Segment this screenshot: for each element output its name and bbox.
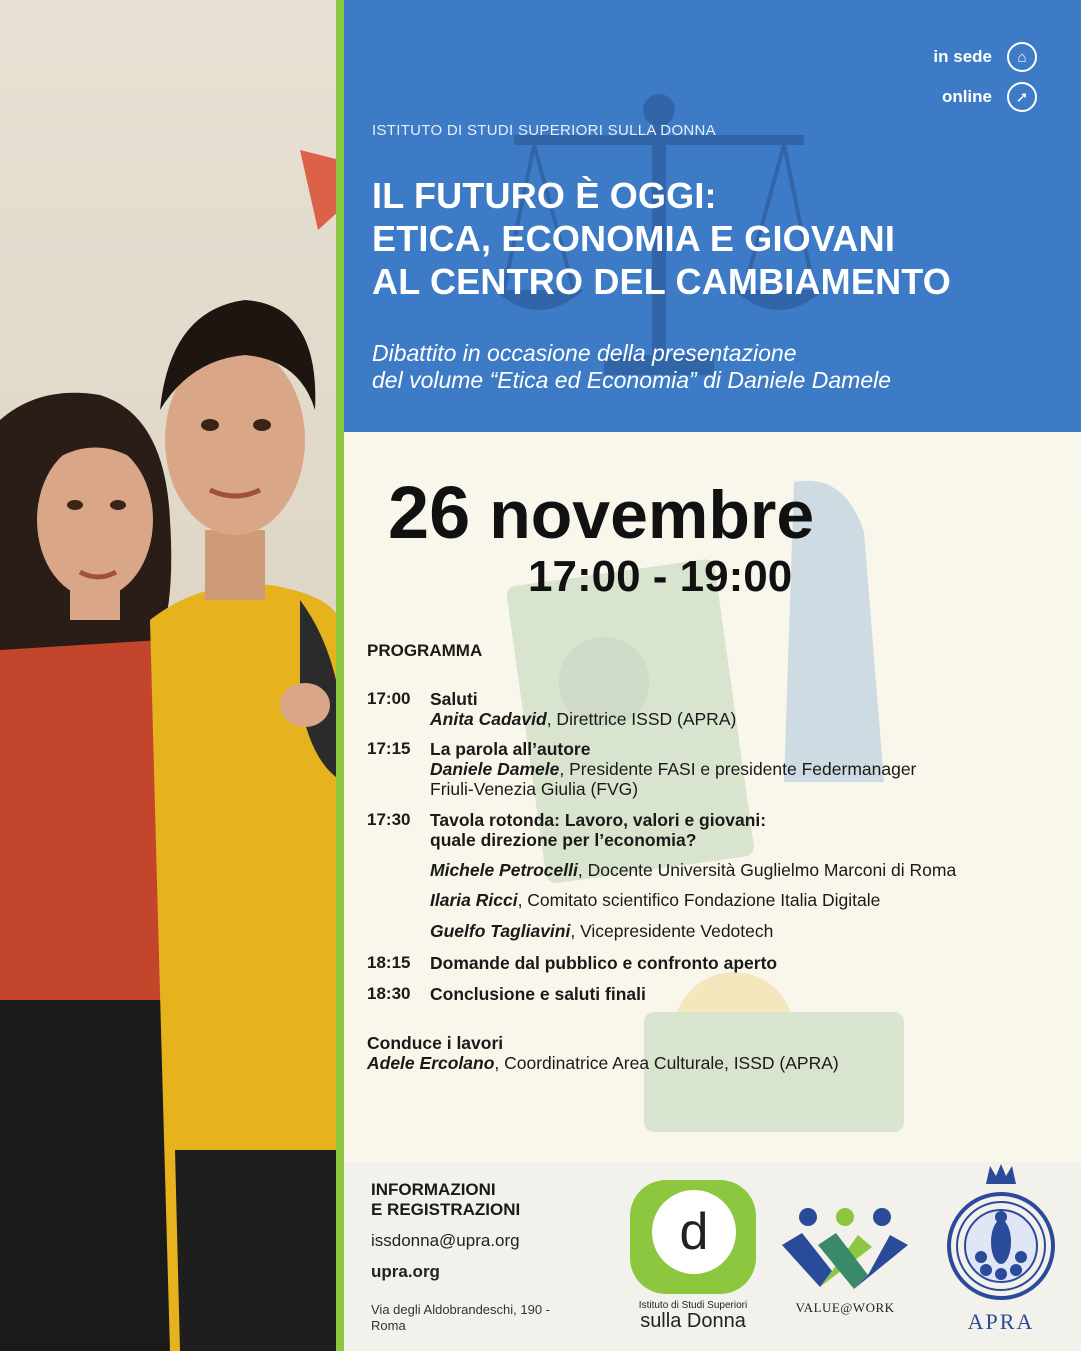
- valuework-logo: [780, 1205, 910, 1316]
- program-item-title: Saluti: [430, 689, 478, 709]
- speaker-name: Guelfo Tagliavini: [430, 921, 571, 941]
- speaker-role: , Docente Università Guglielmo Marconi di Roma: [577, 860, 957, 880]
- apra-label: APRA: [967, 1309, 1035, 1334]
- issd-logo-caption: Istituto di Studi Superiori: [638, 1300, 748, 1311]
- mode-label-onsite: in sede: [933, 47, 992, 66]
- program-time: 17:15: [367, 739, 411, 758]
- speaker-role: , Direttrice ISSD (APRA): [546, 709, 737, 729]
- info-heading: [371, 1180, 520, 1220]
- speaker-role: , Vicepresidente Vedotech: [570, 921, 774, 941]
- issd-logo: [628, 1180, 758, 1331]
- green-divider: [336, 0, 344, 1351]
- apra-seal-icon: [946, 1162, 1056, 1302]
- valuework-label: VALUE@WORK: [795, 1300, 895, 1315]
- event-date: [388, 470, 814, 555]
- moderator-heading: Conduce i lavori: [367, 1033, 504, 1053]
- venue-address: Via degli Aldobrandeschi, 190 - Roma: [371, 1302, 550, 1333]
- program-item-title: La parola all’autore: [430, 739, 591, 759]
- speaker-name: Daniele Damele: [430, 759, 560, 779]
- moderator-block: [367, 1033, 1067, 1073]
- panelist-item: [430, 860, 1070, 880]
- program-time: 17:30: [367, 810, 411, 829]
- title-line-2: ETICA, ECONOMIA E GIOVANI: [372, 218, 896, 259]
- institute-name: ISTITUTO DI STUDI SUPERIORI SULLA DONNA: [372, 122, 716, 139]
- couple-illustration: [0, 0, 340, 1351]
- program-item-title-cont: quale direzione per l’economia?: [430, 830, 697, 850]
- panelist-item: [430, 921, 1070, 941]
- program-item-title: Tavola rotonda: Lavoro, valori e giovani:: [430, 810, 767, 830]
- subtitle-line-2: del volume “Etica ed Economia” di Daniele Damele: [372, 367, 892, 393]
- event-title: [372, 174, 1062, 303]
- contact-email[interactable]: issdonna@upra.org: [371, 1231, 520, 1250]
- issd-logo-name: sulla Donna: [640, 1310, 746, 1332]
- program-item-title: Conclusione e saluti finali: [430, 984, 646, 1004]
- event-month: novembre: [489, 477, 815, 553]
- issd-logo-mark: [630, 1180, 756, 1294]
- subtitle-line-1: Dibattito in occasione della presentazione: [372, 340, 797, 366]
- panelist-item: [430, 890, 1070, 910]
- title-line-1: IL FUTURO È OGGI:: [372, 175, 717, 216]
- event-day: 26: [388, 471, 471, 554]
- title-line-3: AL CENTRO DEL CAMBIAMENTO: [372, 261, 952, 302]
- event-time: 17:00 - 19:00: [528, 552, 793, 601]
- issd-logo-letter: d: [652, 1190, 736, 1274]
- program-heading: PROGRAMMA: [367, 641, 483, 660]
- building-icon: ⌂: [1007, 42, 1037, 72]
- program-item: [430, 689, 1070, 729]
- valuework-mark-icon: [780, 1205, 910, 1293]
- speaker-role-cont: Friuli-Venezia Giulia (FVG): [430, 779, 639, 799]
- apra-logo: [946, 1162, 1056, 1335]
- speaker-role: , Presidente FASI e presidente Federmanager: [559, 759, 917, 779]
- program-item: [430, 984, 1070, 1004]
- speaker-name: Ilaria Ricci: [430, 890, 518, 910]
- program-item: [430, 739, 1070, 799]
- program-item: [430, 810, 1070, 850]
- event-subtitle: [372, 340, 1052, 394]
- program-time: 18:30: [367, 984, 411, 1003]
- moderator-role: , Coordinatrice Area Culturale, ISSD (APRA): [494, 1053, 839, 1073]
- program-time: 18:15: [367, 953, 411, 972]
- event-photo: [0, 0, 340, 1351]
- info-heading-line-1: INFORMAZIONI: [371, 1180, 496, 1199]
- info-heading-line-2: E REGISTRAZIONI: [371, 1200, 521, 1219]
- website-link[interactable]: upra.org: [371, 1262, 440, 1281]
- speaker-name: Michele Petrocelli: [430, 860, 578, 880]
- speaker-name: Anita Cadavid: [430, 709, 547, 729]
- program-item: [430, 953, 1070, 973]
- mode-label-online: online: [941, 87, 992, 106]
- cursor-icon: ➚: [1007, 82, 1037, 112]
- moderator-name: Adele Ercolano: [367, 1053, 495, 1073]
- program-item-title: Domande dal pubblico e confronto aperto: [430, 953, 778, 973]
- program-time: 17:00: [367, 689, 411, 708]
- speaker-role: , Comitato scientifico Fondazione Italia Digitale: [517, 890, 881, 910]
